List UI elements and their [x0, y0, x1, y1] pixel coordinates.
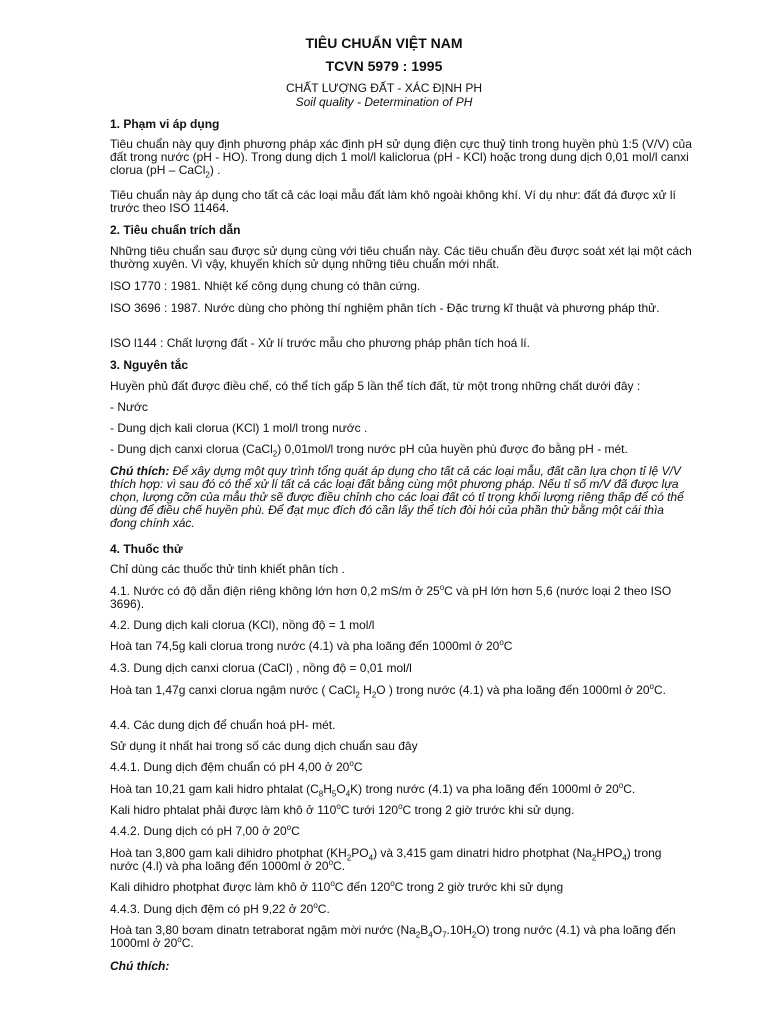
- subtitle-vietnamese: CHẤT LƯỢNG ĐẤT - XÁC ĐỊNH PH: [285, 81, 483, 95]
- section-2-reference-iso1770: ISO 1770 : 1981. Nhiệt kế công dụng chung có thân cứng.: [110, 279, 421, 293]
- section-4-note-label: Chú thích:: [110, 959, 170, 973]
- section-3-item-cacl2: - Dung dịch canxi clorua (CaCl$_2$) 0,01mol/l trong nước pH của huyền phù được đo bằng pH - mét.: [110, 442, 628, 459]
- section-4-heading: 4. Thuốc thử: [110, 542, 183, 556]
- section-4-item-4-2: 4.2. Dung dịch kali clorua (KCl), nồng độ = 1 mol/l: [110, 618, 375, 632]
- section-3-note: Chú thích: Để xây dựng một quy trình tổng quát áp dụng cho tất cả các loại mẫu, đất cần lựa chọn tỉ lệ V/V thích hợp: vì sau đó có thể xử lí tất cả các loại đất bằng cùng một phương pháp. Nếu tỉ số m/V đã được lựa chọn, lượng cỡn của mẫu thử sẽ được điều chỉnh cho các loại đất có tỉ trọng khối lượng riêng thấp để có thể dùng để điều chế huyền phù. Để đạt mục đích đó cần lấy thể tích đòi hỏi của phần thử bằng một cái thìa đong chính xác.: [110, 464, 684, 530]
- section-4-item-4-4-1-text: Hoà tan 10,21 gam kali hidro phtalat $(C_8H_5O_4K)$ trong nước (4.1) va pha loãng đến 1000ml ở 20$^o$C.: [110, 781, 636, 799]
- section-3-paragraph-1: Huyền phủ đất được điều chế, có thể tích gấp 5 lần thể tích đất, từ một trong những chất dưới đây :: [110, 379, 641, 393]
- section-3-item-water: - Nước: [110, 400, 148, 414]
- section-4-item-4-4-3-text: Hoà tan 3,80 bơam dinatn tetraborat ngậm mời nước $(Na_2B_4O_7.10H_2O)$ trong nước (4.1) và pha loãng đến 1000ml ở 20$^o$C.: [110, 923, 676, 950]
- subtitle-english: Soil quality - Determination of PH: [295, 95, 473, 109]
- standard-code: TCVN 5979 : 1995: [325, 58, 443, 74]
- section-2-heading: 2. Tiêu chuẩn trích dẫn: [110, 223, 241, 237]
- document-title: TIÊU CHUẨN VIỆT NAM: [305, 35, 463, 51]
- section-4-item-4-4-3: 4.4.3. Dung dịch đệm có pH 9,22 ở 20$^o$C.: [110, 901, 330, 916]
- section-1-paragraph-2: Tiêu chuẩn này áp dụng cho tất cả các loại mẫu đất làm khô ngoài không khí. Ví dụ như: đất đá được xử lí trước theo ISO 11464.: [110, 188, 676, 215]
- section-4-item-4-2-text: Hoà tan 74,5g kali clorua trong nước (4.1) và pha loãng đến 1000ml ở 20$^o$C: [110, 638, 513, 653]
- section-4-paragraph-1: Chỉ dùng các thuốc thử tinh khiết phân tích .: [110, 562, 345, 576]
- section-2-paragraph-1: Những tiêu chuẩn sau được sử dụng cùng với tiêu chuẩn này. Các tiêu chuẩn đều được soát xét lại một cách thường xuyên. Vì vậy, khuyến khích sử dụng những tiêu chuẩn mới nhất.: [110, 244, 692, 271]
- section-1-paragraph-1: Tiêu chuẩn này quy định phương pháp xác định pH sử dụng điện cực thuỷ tinh trong huyền phù 1:5 (V/V) của đất trong nước (pH - HO). Trong dung dịch 1 mol/l kaliclorua (pH - KCl) hoặc trong dung dịch 0,01 mol/l canxi clorua (pH – CaCl$_2$) .: [110, 137, 692, 180]
- section-4-item-4-3: 4.3. Dung dịch canxi clorua (CaCl) , nồng độ = 0,01 mol/l: [110, 661, 412, 675]
- section-4-item-4-3-text: Hoà tan 1,47g canxi clorua ngậm nước ( CaCl$_2$ $H_2O$ ) trong nước (4.1) và pha loãng đến 1000ml ở 20$^o$C.: [110, 682, 666, 700]
- section-3-heading: 3. Nguyên tắc: [110, 358, 189, 372]
- section-2-reference-iso3696: ISO 3696 : 1987. Nước dùng cho phòng thí nghiệm phân tích - Đặc trưng kĩ thuật và phương pháp thử.: [110, 301, 660, 315]
- section-4-item-4-4-2: 4.4.2. Dung dịch có pH 7,00 ở 20$^o$C: [110, 823, 300, 838]
- section-3-item-kcl: - Dung dịch kali clorua (KCl) 1 mol/l trong nước .: [110, 421, 368, 435]
- section-4-item-4-4-intro: Sử dụng ít nhất hai trong số các dung dịch chuẩn sau đây: [110, 739, 418, 753]
- section-4-item-4-1: 4.1. Nước có độ dẫn điện riêng không lớn hơn 0,2 mS/m ở 25$^o$C và pH lớn hơn 5,6 (nước loại 2 theo ISO 3696).: [110, 583, 672, 611]
- section-4-item-4-4-1-drying: Kali hidro phtalat phải được làm khô ở 110$^o$C tưới 120$^o$C trong 2 giờ trước khi sử dụng.: [110, 802, 575, 817]
- section-4-item-4-4-2-drying: Kali dihidro photphat được làm khô ở 110$^o$C đến 120$^o$C trong 2 giờ trước khi sử dụng: [110, 879, 564, 894]
- section-1-heading: 1. Phạm vi áp dụng: [110, 117, 220, 131]
- section-4-item-4-4: 4.4. Các dung dịch để chuẩn hoá pH- mét.: [110, 718, 336, 732]
- section-4-item-4-4-1: 4.4.1. Dung dịch đệm chuẩn có pH 4,00 ở 20$^o$C: [110, 759, 363, 774]
- section-4-item-4-4-2-text: Hoà tan 3,800 gam kali dihidro photphat $(KH_2PO_4)$ và 3,415 gam dinatri hidro photphat $(Na_2HPO_4)$ trong nước (4.l) và pha loãng đến 1000ml ở 20$^o$C.: [110, 846, 662, 873]
- section-2-reference-isol144: ISO l144 : Chất lượng đất - Xử lí trước mẫu cho phương pháp phân tích hoá lí.: [110, 336, 530, 350]
